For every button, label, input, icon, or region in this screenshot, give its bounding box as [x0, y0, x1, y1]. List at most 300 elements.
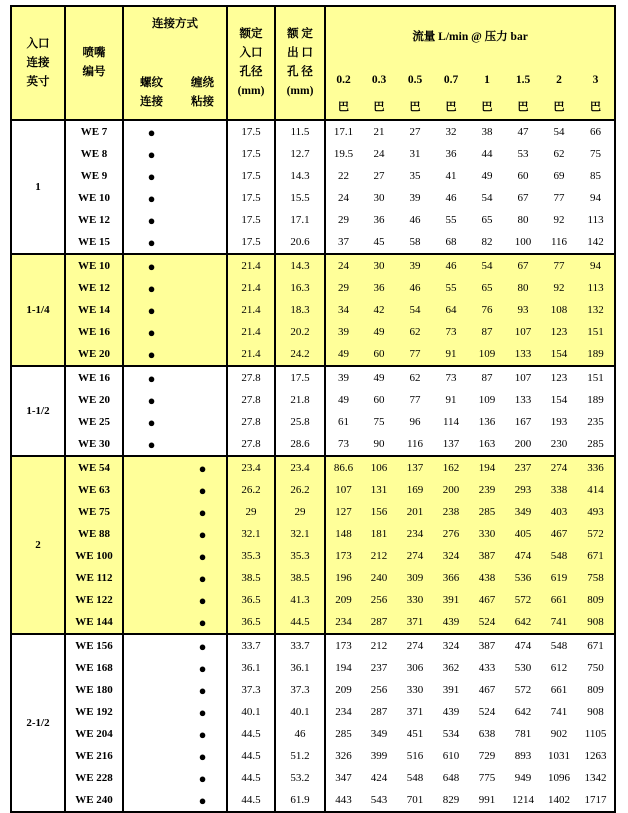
thread-connection-mark: ● — [123, 143, 179, 165]
flow-value: 209 — [325, 679, 361, 701]
outlet-diameter: 20.2 — [275, 321, 325, 343]
flow-value: 36 — [361, 209, 397, 231]
flow-value: 47 — [505, 120, 541, 143]
flow-value: 142 — [577, 231, 615, 254]
flow-value: 80 — [505, 277, 541, 299]
flow-value: 27 — [361, 165, 397, 187]
inlet-size-cell: 1-1/2 — [11, 366, 65, 456]
flow-value: 173 — [325, 545, 361, 567]
flow-value: 287 — [361, 701, 397, 723]
header-line: 入口 — [26, 37, 50, 50]
wrap-connection-mark — [179, 433, 227, 456]
nozzle-model: WE 25 — [65, 411, 123, 433]
flow-value: 371 — [397, 611, 433, 634]
flow-value: 92 — [541, 209, 577, 231]
flow-value: 21 — [361, 120, 397, 143]
thread-connection-mark — [123, 567, 179, 589]
flow-value: 403 — [541, 501, 577, 523]
flow-value: 234 — [325, 611, 361, 634]
wrap-connection-mark: ● — [179, 479, 227, 501]
table-row — [11, 545, 615, 567]
flow-value: 324 — [433, 634, 469, 657]
nozzle-model: WE 20 — [65, 389, 123, 411]
header-line: 入口 — [239, 47, 263, 59]
flow-value: 548 — [541, 634, 577, 657]
header-nozzle-no — [65, 6, 123, 120]
header-pressure: 0.7 — [433, 67, 469, 93]
table-row — [11, 634, 615, 657]
outlet-diameter: 51.2 — [275, 745, 325, 767]
wrap-connection-mark — [179, 209, 227, 231]
flow-value: 30 — [361, 187, 397, 209]
flow-value: 189 — [577, 389, 615, 411]
flow-value: 38 — [469, 120, 505, 143]
flow-value: 433 — [469, 657, 505, 679]
flow-value: 196 — [325, 567, 361, 589]
flow-value: 60 — [361, 343, 397, 366]
flow-value: 113 — [577, 209, 615, 231]
flow-value: 61 — [325, 411, 361, 433]
flow-value: 467 — [541, 523, 577, 545]
header-line: 英寸 — [26, 75, 50, 88]
flow-value: 349 — [361, 723, 397, 745]
flow-value: 256 — [361, 589, 397, 611]
inlet-diameter: 17.5 — [227, 165, 275, 187]
flow-value: 34 — [325, 299, 361, 321]
nozzle-model: WE 14 — [65, 299, 123, 321]
inlet-diameter: 21.4 — [227, 343, 275, 366]
header-pressure: 0.3 — [361, 67, 397, 93]
flow-value: 189 — [577, 343, 615, 366]
flow-value: 349 — [505, 501, 541, 523]
flow-value: 37 — [325, 231, 361, 254]
header-line: 喷嘴 — [82, 47, 106, 59]
flow-value: 347 — [325, 767, 361, 789]
flow-value: 330 — [397, 679, 433, 701]
flow-value: 114 — [433, 411, 469, 433]
thread-connection-mark — [123, 479, 179, 501]
flow-value: 67 — [505, 254, 541, 277]
thread-connection-mark: ● — [123, 389, 179, 411]
header-inlet-diameter — [227, 6, 275, 120]
table-row — [11, 231, 615, 254]
flow-value: 1031 — [541, 745, 577, 767]
flow-value: 240 — [361, 567, 397, 589]
flow-value: 524 — [469, 701, 505, 723]
flow-value: 55 — [433, 209, 469, 231]
table-row — [11, 321, 615, 343]
flow-value: 65 — [469, 209, 505, 231]
flow-value: 60 — [361, 389, 397, 411]
table-header — [11, 6, 615, 120]
inlet-size-cell: 2 — [11, 456, 65, 634]
flow-value: 94 — [577, 254, 615, 277]
flow-value: 49 — [325, 389, 361, 411]
header-line: 粘接 — [191, 96, 214, 108]
flow-value: 661 — [541, 679, 577, 701]
inlet-diameter: 33.7 — [227, 634, 275, 657]
flow-value: 29 — [325, 277, 361, 299]
inlet-size-cell: 1 — [11, 120, 65, 254]
flow-value: 29 — [325, 209, 361, 231]
thread-connection-mark: ● — [123, 321, 179, 343]
nozzle-model: WE 54 — [65, 456, 123, 479]
nozzle-model: WE 10 — [65, 187, 123, 209]
flow-value: 136 — [469, 411, 505, 433]
flow-value: 438 — [469, 567, 505, 589]
inlet-diameter: 17.5 — [227, 143, 275, 165]
nozzle-model: WE 216 — [65, 745, 123, 767]
flow-value: 474 — [505, 545, 541, 567]
outlet-diameter: 14.3 — [275, 165, 325, 187]
flow-value: 100 — [505, 231, 541, 254]
flow-value: 49 — [361, 321, 397, 343]
inlet-diameter: 36.1 — [227, 657, 275, 679]
inlet-diameter: 27.8 — [227, 366, 275, 389]
nozzle-model: WE 7 — [65, 120, 123, 143]
wrap-connection-mark: ● — [179, 657, 227, 679]
flow-value: 39 — [397, 254, 433, 277]
inlet-diameter: 21.4 — [227, 299, 275, 321]
flow-value: 93 — [505, 299, 541, 321]
flow-value: 113 — [577, 277, 615, 299]
flow-value: 35 — [397, 165, 433, 187]
outlet-diameter: 41.3 — [275, 589, 325, 611]
flow-value: 73 — [433, 366, 469, 389]
inlet-diameter: 38.5 — [227, 567, 275, 589]
flow-value: 151 — [577, 366, 615, 389]
table-row — [11, 411, 615, 433]
wrap-connection-mark — [179, 254, 227, 277]
outlet-diameter: 17.5 — [275, 366, 325, 389]
flow-value: 76 — [469, 299, 505, 321]
table-row — [11, 723, 615, 745]
header-bar-unit: 巴 — [361, 93, 397, 120]
table-row — [11, 456, 615, 479]
flow-value: 30 — [361, 254, 397, 277]
header-inlet-size — [11, 6, 65, 120]
flow-value: 151 — [577, 321, 615, 343]
table-row — [11, 679, 615, 701]
table-row — [11, 143, 615, 165]
flow-value: 39 — [397, 187, 433, 209]
flow-value: 132 — [577, 299, 615, 321]
outlet-diameter: 44.5 — [275, 611, 325, 634]
inlet-size-cell: 1-1/4 — [11, 254, 65, 366]
flow-value: 287 — [361, 611, 397, 634]
flow-value: 49 — [361, 366, 397, 389]
flow-value: 24 — [361, 143, 397, 165]
wrap-connection-mark: ● — [179, 723, 227, 745]
flow-value: 22 — [325, 165, 361, 187]
flow-value: 24 — [325, 254, 361, 277]
outlet-diameter: 46 — [275, 723, 325, 745]
flow-value: 53 — [505, 143, 541, 165]
flow-value: 82 — [469, 231, 505, 254]
table-row — [11, 209, 615, 231]
nozzle-model: WE 12 — [65, 209, 123, 231]
flow-value: 66 — [577, 120, 615, 143]
flow-value: 729 — [469, 745, 505, 767]
thread-connection-mark — [123, 545, 179, 567]
thread-connection-mark — [123, 701, 179, 723]
table-row — [11, 343, 615, 366]
flow-value: 908 — [577, 701, 615, 723]
table-row — [11, 745, 615, 767]
wrap-connection-mark: ● — [179, 589, 227, 611]
flow-value: 54 — [469, 254, 505, 277]
thread-connection-mark — [123, 679, 179, 701]
flow-value: 451 — [397, 723, 433, 745]
table-row — [11, 479, 615, 501]
table-row — [11, 299, 615, 321]
flow-value: 107 — [505, 366, 541, 389]
nozzle-model: WE 156 — [65, 634, 123, 657]
flow-value: 201 — [397, 501, 433, 523]
flow-value: 366 — [433, 567, 469, 589]
table-row — [11, 523, 615, 545]
flow-value: 49 — [469, 165, 505, 187]
outlet-diameter: 23.4 — [275, 456, 325, 479]
outlet-diameter: 21.8 — [275, 389, 325, 411]
flow-value: 399 — [361, 745, 397, 767]
flow-value: 610 — [433, 745, 469, 767]
wrap-connection-mark — [179, 143, 227, 165]
thread-connection-mark — [123, 501, 179, 523]
flow-value: 107 — [325, 479, 361, 501]
flow-value: 467 — [469, 679, 505, 701]
flow-value: 991 — [469, 789, 505, 812]
flow-value: 572 — [505, 679, 541, 701]
table-row — [11, 389, 615, 411]
flow-value: 1263 — [577, 745, 615, 767]
flow-value: 24 — [325, 187, 361, 209]
nozzle-model: WE 8 — [65, 143, 123, 165]
flow-value: 829 — [433, 789, 469, 812]
wrap-connection-mark: ● — [179, 611, 227, 634]
outlet-diameter: 18.3 — [275, 299, 325, 321]
nozzle-model: WE 204 — [65, 723, 123, 745]
outlet-diameter: 11.5 — [275, 120, 325, 143]
flow-value: 200 — [505, 433, 541, 456]
header-line: 孔径 — [239, 66, 263, 78]
inlet-size-cell: 2-1/2 — [11, 634, 65, 812]
inlet-diameter: 27.8 — [227, 389, 275, 411]
thread-connection-mark: ● — [123, 209, 179, 231]
flow-value: 642 — [505, 701, 541, 723]
nozzle-model: WE 100 — [65, 545, 123, 567]
header-pressure: 1 — [469, 67, 505, 93]
thread-connection-mark — [123, 767, 179, 789]
flow-value: 285 — [325, 723, 361, 745]
flow-value: 330 — [469, 523, 505, 545]
table-row — [11, 701, 615, 723]
wrap-connection-mark — [179, 299, 227, 321]
flow-value: 109 — [469, 343, 505, 366]
table-row — [11, 277, 615, 299]
nozzle-model: WE 112 — [65, 567, 123, 589]
wrap-connection-mark — [179, 343, 227, 366]
flow-value: 169 — [397, 479, 433, 501]
outlet-diameter: 36.1 — [275, 657, 325, 679]
outlet-diameter: 26.2 — [275, 479, 325, 501]
flow-value: 86.6 — [325, 456, 361, 479]
nozzle-model: WE 15 — [65, 231, 123, 254]
flow-value: 949 — [505, 767, 541, 789]
flow-value: 55 — [433, 277, 469, 299]
flow-value: 474 — [505, 634, 541, 657]
flow-value: 548 — [397, 767, 433, 789]
flow-value: 572 — [577, 523, 615, 545]
flow-value: 181 — [361, 523, 397, 545]
flow-value: 671 — [577, 634, 615, 657]
thread-connection-mark — [123, 456, 179, 479]
flow-value: 68 — [433, 231, 469, 254]
thread-connection-mark: ● — [123, 165, 179, 187]
flow-value: 27 — [397, 120, 433, 143]
nozzle-model: WE 228 — [65, 767, 123, 789]
flow-value: 116 — [397, 433, 433, 456]
flow-value: 414 — [577, 479, 615, 501]
flow-value: 1214 — [505, 789, 541, 812]
flow-value: 536 — [505, 567, 541, 589]
wrap-connection-mark: ● — [179, 567, 227, 589]
wrap-connection-mark: ● — [179, 745, 227, 767]
flow-value: 90 — [361, 433, 397, 456]
flow-value: 362 — [433, 657, 469, 679]
flow-value: 467 — [469, 589, 505, 611]
wrap-connection-mark: ● — [179, 501, 227, 523]
flow-value: 49 — [325, 343, 361, 366]
flow-value: 17.1 — [325, 120, 361, 143]
flow-value: 137 — [433, 433, 469, 456]
outlet-diameter: 53.2 — [275, 767, 325, 789]
flow-value: 572 — [505, 589, 541, 611]
thread-connection-mark: ● — [123, 411, 179, 433]
flow-value: 775 — [469, 767, 505, 789]
flow-value: 69 — [541, 165, 577, 187]
table-row — [11, 120, 615, 143]
header-line: 编号 — [82, 66, 106, 78]
inlet-diameter: 17.5 — [227, 231, 275, 254]
flow-value: 750 — [577, 657, 615, 679]
table-row — [11, 254, 615, 277]
outlet-diameter: 20.6 — [275, 231, 325, 254]
flow-value: 62 — [541, 143, 577, 165]
wrap-connection-mark — [179, 277, 227, 299]
flow-value: 230 — [541, 433, 577, 456]
outlet-diameter: 24.2 — [275, 343, 325, 366]
inlet-diameter: 36.5 — [227, 611, 275, 634]
header-thread — [123, 67, 179, 120]
outlet-diameter: 40.1 — [275, 701, 325, 723]
flow-value: 156 — [361, 501, 397, 523]
flow-value: 781 — [505, 723, 541, 745]
wrap-connection-mark — [179, 120, 227, 143]
flow-value: 58 — [397, 231, 433, 254]
flow-value: 324 — [433, 545, 469, 567]
flow-value: 31 — [397, 143, 433, 165]
nozzle-model: WE 168 — [65, 657, 123, 679]
flow-value: 127 — [325, 501, 361, 523]
inlet-diameter: 40.1 — [227, 701, 275, 723]
flow-value: 212 — [361, 545, 397, 567]
flow-value: 238 — [433, 501, 469, 523]
flow-value: 387 — [469, 545, 505, 567]
flow-value: 39 — [325, 321, 361, 343]
thread-connection-mark: ● — [123, 120, 179, 143]
flow-value: 45 — [361, 231, 397, 254]
nozzle-model: WE 20 — [65, 343, 123, 366]
flow-value: 91 — [433, 389, 469, 411]
table-row — [11, 433, 615, 456]
header-line: 连接 — [140, 96, 163, 108]
flow-value: 154 — [541, 343, 577, 366]
header-line: (mm) — [237, 85, 265, 97]
flow-value: 36 — [361, 277, 397, 299]
inlet-diameter: 21.4 — [227, 277, 275, 299]
wrap-connection-mark: ● — [179, 701, 227, 723]
flow-value: 133 — [505, 343, 541, 366]
outlet-diameter: 32.1 — [275, 523, 325, 545]
flow-value: 809 — [577, 679, 615, 701]
header-line: 螺纹 — [140, 77, 163, 89]
table-row — [11, 657, 615, 679]
thread-connection-mark: ● — [123, 433, 179, 456]
table-row — [11, 366, 615, 389]
flow-value: 96 — [397, 411, 433, 433]
outlet-diameter: 37.3 — [275, 679, 325, 701]
flow-value: 256 — [361, 679, 397, 701]
flow-value: 612 — [541, 657, 577, 679]
inlet-diameter: 27.8 — [227, 433, 275, 456]
flow-value: 77 — [397, 389, 433, 411]
thread-connection-mark — [123, 745, 179, 767]
flow-value: 330 — [397, 589, 433, 611]
thread-connection-mark — [123, 789, 179, 812]
table-row — [11, 567, 615, 589]
flow-value: 1717 — [577, 789, 615, 812]
flow-value: 516 — [397, 745, 433, 767]
flow-value: 44 — [469, 143, 505, 165]
inlet-diameter: 32.1 — [227, 523, 275, 545]
wrap-connection-mark: ● — [179, 679, 227, 701]
flow-value: 65 — [469, 277, 505, 299]
flow-value: 1096 — [541, 767, 577, 789]
flow-value: 237 — [361, 657, 397, 679]
flow-value: 41 — [433, 165, 469, 187]
flow-value: 167 — [505, 411, 541, 433]
thread-connection-mark: ● — [123, 277, 179, 299]
outlet-diameter: 25.8 — [275, 411, 325, 433]
flow-value: 60 — [505, 165, 541, 187]
flow-value: 123 — [541, 321, 577, 343]
header-line: 缠绕 — [191, 77, 214, 89]
flow-value: 391 — [433, 679, 469, 701]
flow-value: 87 — [469, 321, 505, 343]
flow-value: 285 — [469, 501, 505, 523]
flow-value: 391 — [433, 589, 469, 611]
flow-value: 619 — [541, 567, 577, 589]
inlet-diameter: 17.5 — [227, 209, 275, 231]
flow-value: 77 — [541, 187, 577, 209]
inlet-diameter: 17.5 — [227, 120, 275, 143]
flow-value: 648 — [433, 767, 469, 789]
flow-value: 741 — [541, 611, 577, 634]
inlet-diameter: 44.5 — [227, 723, 275, 745]
flow-value: 77 — [541, 254, 577, 277]
flow-value: 116 — [541, 231, 577, 254]
